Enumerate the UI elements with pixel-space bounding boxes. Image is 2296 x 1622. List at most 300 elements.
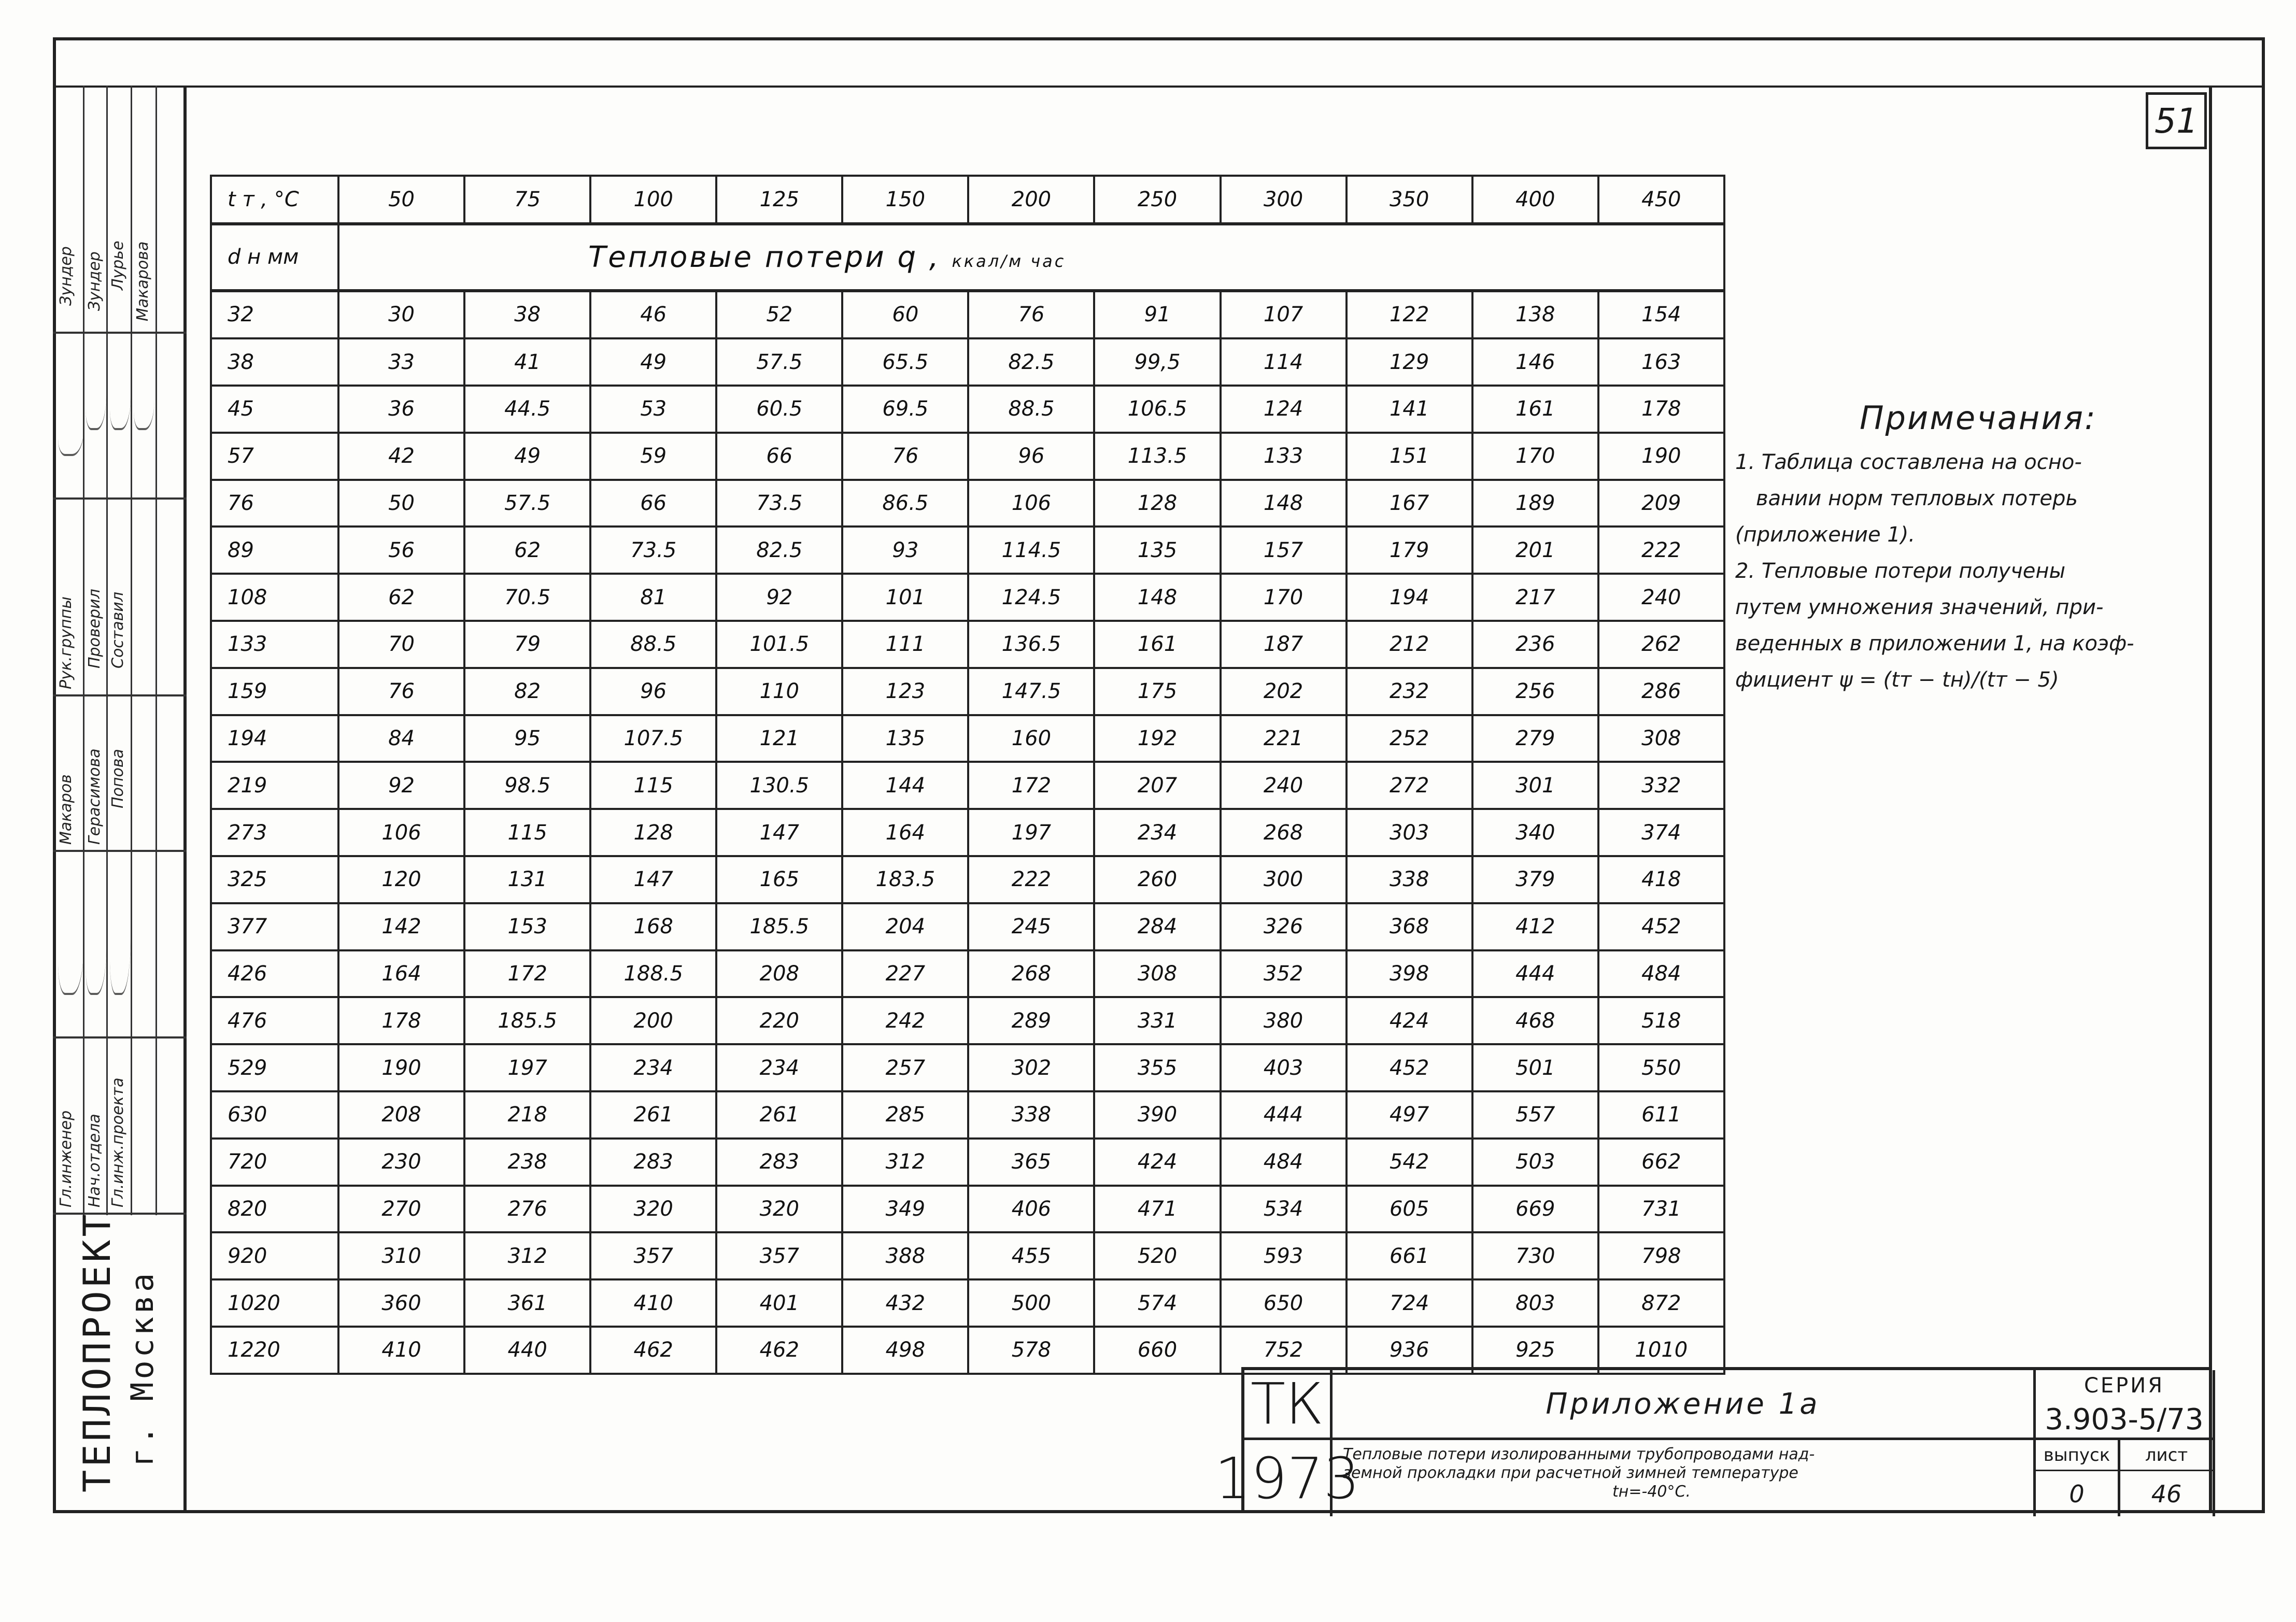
stamp-name: Макарова — [134, 241, 152, 321]
loss-value-cell: 234 — [590, 1044, 716, 1091]
loss-value-cell: 59 — [590, 433, 716, 480]
title-block — [1214, 1367, 2212, 1513]
loss-value-cell: 289 — [968, 997, 1094, 1044]
note-line: (приложение 1). — [1735, 523, 1916, 547]
loss-value-cell: 368 — [1347, 903, 1472, 950]
loss-value-cell: 798 — [1598, 1232, 1724, 1279]
diameter-cell: 194 — [211, 715, 338, 762]
loss-value-cell: 285 — [842, 1091, 968, 1139]
loss-value-cell: 312 — [842, 1139, 968, 1186]
loss-value-cell: 178 — [1598, 386, 1724, 433]
loss-value-cell: 76 — [842, 433, 968, 480]
stamp-name: Макаров — [57, 774, 75, 845]
loss-value-cell: 60 — [842, 291, 968, 339]
loss-value-cell: 444 — [1472, 950, 1598, 998]
stamp-role: Проверил — [86, 589, 104, 668]
loss-value-cell: 115 — [590, 762, 716, 809]
loss-value-cell: 361 — [464, 1279, 590, 1327]
loss-value-cell: 365 — [968, 1139, 1094, 1186]
table-row — [211, 527, 1724, 574]
loss-value-cell: 73.5 — [716, 480, 842, 527]
loss-value-cell: 202 — [1221, 668, 1347, 715]
strip-row-divider — [53, 497, 187, 500]
issue-value: 0 — [2036, 1471, 2120, 1516]
loss-value-cell: 194 — [1347, 574, 1472, 621]
strip-divider — [131, 86, 132, 1215]
loss-value-cell: 175 — [1094, 668, 1220, 715]
table-row — [211, 1279, 1724, 1327]
loss-value-cell: 165 — [716, 856, 842, 903]
loss-value-cell: 197 — [968, 809, 1094, 856]
loss-value-cell: 557 — [1472, 1091, 1598, 1139]
loss-value-cell: 650 — [1221, 1279, 1347, 1327]
loss-value-cell: 147 — [590, 856, 716, 903]
loss-value-cell: 52 — [716, 291, 842, 339]
loss-value-cell: 62 — [464, 527, 590, 574]
loss-value-cell: 30 — [338, 291, 464, 339]
loss-value-cell: 157 — [1221, 527, 1347, 574]
loss-value-cell: 46 — [590, 291, 716, 339]
loss-value-cell: 276 — [464, 1186, 590, 1233]
loss-value-cell: 79 — [464, 621, 590, 668]
loss-value-cell: 471 — [1094, 1186, 1220, 1233]
diameter-cell: 32 — [211, 291, 338, 339]
loss-value-cell: 101 — [842, 574, 968, 621]
loss-value-cell: 240 — [1598, 574, 1724, 621]
loss-value-cell: 286 — [1598, 668, 1724, 715]
loss-value-cell: 161 — [1472, 386, 1598, 433]
loss-value-cell: 498 — [842, 1327, 968, 1374]
loss-value-cell: 730 — [1472, 1232, 1598, 1279]
loss-value-cell: 925 — [1472, 1327, 1598, 1374]
strip-row-divider — [53, 850, 187, 852]
diameter-cell: 133 — [211, 621, 338, 668]
loss-value-cell: 308 — [1094, 950, 1220, 998]
loss-value-cell: 661 — [1347, 1232, 1472, 1279]
table-body — [211, 176, 1724, 1374]
loss-value-cell: 49 — [464, 433, 590, 480]
loss-value-cell: 187 — [1221, 621, 1347, 668]
series-label: СЕРИЯ — [2036, 1370, 2215, 1401]
loss-value-cell: 153 — [464, 903, 590, 950]
loss-value-cell: 53 — [590, 386, 716, 433]
issue-label: выпуск — [2036, 1440, 2120, 1471]
loss-value-cell: 542 — [1347, 1139, 1472, 1186]
organization-name: ТЕПЛОПРОЕКТ — [75, 1211, 119, 1492]
loss-value-cell: 208 — [338, 1091, 464, 1139]
loss-value-cell: 95 — [464, 715, 590, 762]
loss-value-cell: 57.5 — [716, 338, 842, 386]
loss-value-cell: 185.5 — [464, 997, 590, 1044]
loss-value-cell: 872 — [1598, 1279, 1724, 1327]
stamp-role: Гл.инж.проекта — [109, 1077, 127, 1207]
loss-value-cell: 374 — [1598, 809, 1724, 856]
table-row — [211, 1186, 1724, 1233]
diameter-cell: 219 — [211, 762, 338, 809]
diameter-cell: 108 — [211, 574, 338, 621]
loss-value-cell: 232 — [1347, 668, 1472, 715]
diameter-cell: 38 — [211, 338, 338, 386]
diameter-cell: 273 — [211, 809, 338, 856]
loss-value-cell: 303 — [1347, 809, 1472, 856]
temperature-header: 450 — [1598, 176, 1724, 224]
loss-value-cell: 164 — [842, 809, 968, 856]
loss-value-cell: 462 — [716, 1327, 842, 1374]
temperature-header: 75 — [464, 176, 590, 224]
loss-value-cell: 99,5 — [1094, 338, 1220, 386]
loss-value-cell: 412 — [1472, 903, 1598, 950]
loss-value-cell: 236 — [1472, 621, 1598, 668]
loss-value-cell: 302 — [968, 1044, 1094, 1091]
strip-divider — [83, 86, 84, 1215]
loss-value-cell: 444 — [1221, 1091, 1347, 1139]
loss-value-cell: 283 — [590, 1139, 716, 1186]
table-row — [211, 668, 1724, 715]
diameter-cell: 1020 — [211, 1279, 338, 1327]
temperature-header: 50 — [338, 176, 464, 224]
loss-value-cell: 242 — [842, 997, 968, 1044]
temperature-header: 200 — [968, 176, 1094, 224]
loss-value-cell: 660 — [1094, 1327, 1220, 1374]
loss-value-cell: 56 — [338, 527, 464, 574]
loss-value-cell: 188.5 — [590, 950, 716, 998]
stamp-role: Составил — [109, 591, 127, 668]
strip-row-divider — [53, 1036, 187, 1038]
loss-value-cell: 240 — [1221, 762, 1347, 809]
strip-row-divider — [53, 694, 187, 696]
loss-value-cell: 154 — [1598, 291, 1724, 339]
losses-header-row — [211, 224, 1724, 291]
loss-value-cell: 106 — [968, 480, 1094, 527]
loss-value-cell: 574 — [1094, 1279, 1220, 1327]
loss-value-cell: 300 — [1221, 856, 1347, 903]
description-line: земной прокладки при расчетной зимней температуре — [1343, 1464, 1798, 1482]
diameter-cell: 76 — [211, 480, 338, 527]
loss-value-cell: 128 — [590, 809, 716, 856]
loss-value-cell: 252 — [1347, 715, 1472, 762]
loss-value-cell: 200 — [590, 997, 716, 1044]
table-row — [211, 1139, 1724, 1186]
loss-value-cell: 128 — [1094, 480, 1220, 527]
loss-value-cell: 135 — [842, 715, 968, 762]
loss-value-cell: 410 — [338, 1327, 464, 1374]
loss-value-cell: 605 — [1347, 1186, 1472, 1233]
loss-value-cell: 172 — [464, 950, 590, 998]
loss-value-cell: 207 — [1094, 762, 1220, 809]
loss-value-cell: 168 — [590, 903, 716, 950]
loss-value-cell: 260 — [1094, 856, 1220, 903]
diameter-cell: 476 — [211, 997, 338, 1044]
temperature-header: 350 — [1347, 176, 1472, 224]
diameter-cell: 720 — [211, 1139, 338, 1186]
losses-unit: ккал/м час — [952, 251, 1066, 271]
loss-value-cell: 107.5 — [590, 715, 716, 762]
loss-value-cell: 308 — [1598, 715, 1724, 762]
loss-value-cell: 803 — [1472, 1279, 1598, 1327]
loss-value-cell: 65.5 — [842, 338, 968, 386]
loss-value-cell: 124 — [1221, 386, 1347, 433]
loss-value-cell: 500 — [968, 1279, 1094, 1327]
loss-value-cell: 320 — [590, 1186, 716, 1233]
page-number: 51 — [2146, 92, 2207, 149]
loss-value-cell: 418 — [1598, 856, 1724, 903]
loss-value-cell: 135 — [1094, 527, 1220, 574]
loss-value-cell: 261 — [716, 1091, 842, 1139]
loss-value-cell: 332 — [1598, 762, 1724, 809]
loss-value-cell: 331 — [1094, 997, 1220, 1044]
loss-value-cell: 1010 — [1598, 1327, 1724, 1374]
temperature-header-row — [211, 176, 1724, 224]
loss-value-cell: 69.5 — [842, 386, 968, 433]
loss-value-cell: 452 — [1598, 903, 1724, 950]
loss-value-cell: 380 — [1221, 997, 1347, 1044]
loss-value-cell: 484 — [1221, 1139, 1347, 1186]
loss-value-cell: 178 — [338, 997, 464, 1044]
table-row — [211, 1044, 1724, 1091]
temperature-header: 400 — [1472, 176, 1598, 224]
loss-value-cell: 121 — [716, 715, 842, 762]
stamp-name: Зундер — [57, 246, 75, 306]
losses-label-cell — [338, 224, 1724, 291]
loss-value-cell: 185.5 — [716, 903, 842, 950]
loss-value-cell: 123 — [842, 668, 968, 715]
loss-value-cell: 724 — [1347, 1279, 1472, 1327]
loss-value-cell: 201 — [1472, 527, 1598, 574]
diameter-cell: 325 — [211, 856, 338, 903]
diameter-cell: 426 — [211, 950, 338, 998]
loss-value-cell: 122 — [1347, 291, 1472, 339]
table-row — [211, 433, 1724, 480]
loss-value-cell: 452 — [1347, 1044, 1472, 1091]
loss-value-cell: 92 — [338, 762, 464, 809]
loss-value-cell: 120 — [338, 856, 464, 903]
loss-value-cell: 133 — [1221, 433, 1347, 480]
loss-value-cell: 167 — [1347, 480, 1472, 527]
loss-value-cell: 148 — [1221, 480, 1347, 527]
loss-value-cell: 76 — [968, 291, 1094, 339]
loss-value-cell: 138 — [1472, 291, 1598, 339]
table-row — [211, 856, 1724, 903]
sheet-label: лист — [2120, 1440, 2215, 1471]
diameter-cell: 920 — [211, 1232, 338, 1279]
loss-value-cell: 66 — [590, 480, 716, 527]
strip-divider — [155, 86, 157, 1215]
loss-value-cell: 111 — [842, 621, 968, 668]
loss-value-cell: 197 — [464, 1044, 590, 1091]
loss-value-cell: 403 — [1221, 1044, 1347, 1091]
loss-value-cell: 936 — [1347, 1327, 1472, 1374]
loss-value-cell: 669 — [1472, 1186, 1598, 1233]
loss-value-cell: 468 — [1472, 997, 1598, 1044]
loss-value-cell: 257 — [842, 1044, 968, 1091]
loss-value-cell: 204 — [842, 903, 968, 950]
loss-value-cell: 76 — [338, 668, 464, 715]
stamp-name: Зундер — [86, 251, 104, 311]
loss-value-cell: 49 — [590, 338, 716, 386]
table-row — [211, 903, 1724, 950]
loss-value-cell: 148 — [1094, 574, 1220, 621]
loss-value-cell: 106.5 — [1094, 386, 1220, 433]
loss-value-cell: 398 — [1347, 950, 1472, 998]
loss-value-cell: 379 — [1472, 856, 1598, 903]
organization-city: г. Москва — [124, 1270, 161, 1467]
loss-value-cell: 440 — [464, 1327, 590, 1374]
diameter-cell: 57 — [211, 433, 338, 480]
loss-value-cell: 410 — [590, 1279, 716, 1327]
loss-value-cell: 44.5 — [464, 386, 590, 433]
loss-value-cell: 130.5 — [716, 762, 842, 809]
temperature-header: 300 — [1221, 176, 1347, 224]
loss-value-cell: 84 — [338, 715, 464, 762]
loss-value-cell: 578 — [968, 1327, 1094, 1374]
loss-value-cell: 73.5 — [590, 527, 716, 574]
loss-value-cell: 503 — [1472, 1139, 1598, 1186]
loss-value-cell: 320 — [716, 1186, 842, 1233]
loss-value-cell: 212 — [1347, 621, 1472, 668]
loss-value-cell: 518 — [1598, 997, 1724, 1044]
table-row — [211, 1091, 1724, 1139]
loss-value-cell: 33 — [338, 338, 464, 386]
loss-value-cell: 82 — [464, 668, 590, 715]
loss-value-cell: 301 — [1472, 762, 1598, 809]
loss-value-cell: 261 — [590, 1091, 716, 1139]
loss-value-cell: 146 — [1472, 338, 1598, 386]
loss-value-cell: 170 — [1221, 574, 1347, 621]
loss-value-cell: 70 — [338, 621, 464, 668]
loss-value-cell: 357 — [590, 1232, 716, 1279]
loss-value-cell: 218 — [464, 1091, 590, 1139]
notes — [1735, 399, 2202, 698]
loss-value-cell: 462 — [590, 1327, 716, 1374]
series-value: 3.903-5/73 — [2036, 1401, 2215, 1440]
loss-value-cell: 388 — [842, 1232, 968, 1279]
loss-value-cell: 172 — [968, 762, 1094, 809]
loss-value-cell: 141 — [1347, 386, 1472, 433]
note-line: фициент ψ = (tт − tн)/(tт − 5) — [1735, 668, 2059, 692]
loss-value-cell: 147 — [716, 809, 842, 856]
stamp-name: Лурье — [109, 240, 127, 290]
title-block-title: Приложение 1а — [1333, 1370, 2036, 1440]
loss-value-cell: 88.5 — [968, 386, 1094, 433]
loss-value-cell: 310 — [338, 1232, 464, 1279]
loss-value-cell: 131 — [464, 856, 590, 903]
loss-value-cell: 406 — [968, 1186, 1094, 1233]
loss-value-cell: 312 — [464, 1232, 590, 1279]
loss-value-cell: 107 — [1221, 291, 1347, 339]
loss-value-cell: 50 — [338, 480, 464, 527]
loss-value-cell: 279 — [1472, 715, 1598, 762]
loss-value-cell: 147.5 — [968, 668, 1094, 715]
loss-value-cell: 424 — [1094, 1139, 1220, 1186]
loss-value-cell: 268 — [968, 950, 1094, 998]
loss-value-cell: 432 — [842, 1279, 968, 1327]
loss-value-cell: 110 — [716, 668, 842, 715]
loss-value-cell: 92 — [716, 574, 842, 621]
stamp-name: Герасимова — [86, 748, 104, 845]
loss-value-cell: 60.5 — [716, 386, 842, 433]
loss-value-cell: 96 — [590, 668, 716, 715]
stamp-name: Попова — [109, 749, 127, 808]
title-block-code: ТК — [1244, 1370, 1333, 1440]
temperature-header: 250 — [1094, 176, 1220, 224]
loss-value-cell: 114 — [1221, 338, 1347, 386]
note-line: вании норм тепловых потерь — [1756, 487, 2078, 510]
loss-value-cell: 106 — [338, 809, 464, 856]
loss-value-cell: 424 — [1347, 997, 1472, 1044]
loss-value-cell: 209 — [1598, 480, 1724, 527]
loss-value-cell: 190 — [338, 1044, 464, 1091]
loss-value-cell: 190 — [1598, 433, 1724, 480]
loss-value-cell: 360 — [338, 1279, 464, 1327]
loss-value-cell: 340 — [1472, 809, 1598, 856]
loss-value-cell: 93 — [842, 527, 968, 574]
loss-value-cell: 550 — [1598, 1044, 1724, 1091]
diameter-cell: 820 — [211, 1186, 338, 1233]
loss-value-cell: 256 — [1472, 668, 1598, 715]
loss-value-cell: 390 — [1094, 1091, 1220, 1139]
loss-value-cell: 114.5 — [968, 527, 1094, 574]
loss-value-cell: 86.5 — [842, 480, 968, 527]
table-row — [211, 621, 1724, 668]
diameter-cell: 529 — [211, 1044, 338, 1091]
loss-value-cell: 284 — [1094, 903, 1220, 950]
loss-value-cell: 234 — [716, 1044, 842, 1091]
loss-value-cell: 36 — [338, 386, 464, 433]
strip-row-divider — [53, 1213, 187, 1215]
stamp-role: Рук.группы — [57, 596, 75, 689]
loss-value-cell: 42 — [338, 433, 464, 480]
loss-value-cell: 38 — [464, 291, 590, 339]
description-line: Тепловые потери изолированными трубопроводами над- — [1343, 1445, 1815, 1463]
loss-value-cell: 183.5 — [842, 856, 968, 903]
diameter-cell: 159 — [211, 668, 338, 715]
loss-value-cell: 270 — [338, 1186, 464, 1233]
loss-value-cell: 272 — [1347, 762, 1472, 809]
diameter-label: d н мм — [211, 224, 338, 291]
loss-value-cell: 227 — [842, 950, 968, 998]
note-line: 1. Таблица составлена на осно- — [1735, 450, 2082, 474]
loss-value-cell: 220 — [716, 997, 842, 1044]
loss-value-cell: 88.5 — [590, 621, 716, 668]
diameter-cell: 377 — [211, 903, 338, 950]
loss-value-cell: 731 — [1598, 1186, 1724, 1233]
loss-value-cell: 81 — [590, 574, 716, 621]
loss-value-cell: 82.5 — [716, 527, 842, 574]
loss-value-cell: 283 — [716, 1139, 842, 1186]
temperature-header: 125 — [716, 176, 842, 224]
title-block-year: 1973 — [1244, 1440, 1333, 1516]
loss-value-cell: 355 — [1094, 1044, 1220, 1091]
loss-value-cell: 115 — [464, 809, 590, 856]
stamp-role: Нач.отдела — [86, 1114, 104, 1207]
loss-value-cell: 401 — [716, 1279, 842, 1327]
loss-value-cell: 98.5 — [464, 762, 590, 809]
loss-value-cell: 151 — [1347, 433, 1472, 480]
loss-value-cell: 96 — [968, 433, 1094, 480]
corner-label: t т , °C — [211, 176, 338, 224]
description-line: tн=-40°С. — [1612, 1483, 1691, 1501]
temperature-header: 100 — [590, 176, 716, 224]
loss-value-cell: 497 — [1347, 1091, 1472, 1139]
loss-value-cell: 160 — [968, 715, 1094, 762]
loss-value-cell: 57.5 — [464, 480, 590, 527]
note-line: путем умножения значений, при- — [1735, 595, 2104, 619]
loss-value-cell: 124.5 — [968, 574, 1094, 621]
loss-value-cell: 179 — [1347, 527, 1472, 574]
title-block-description — [1333, 1440, 2036, 1516]
table-row — [211, 809, 1724, 856]
loss-value-cell: 62 — [338, 574, 464, 621]
